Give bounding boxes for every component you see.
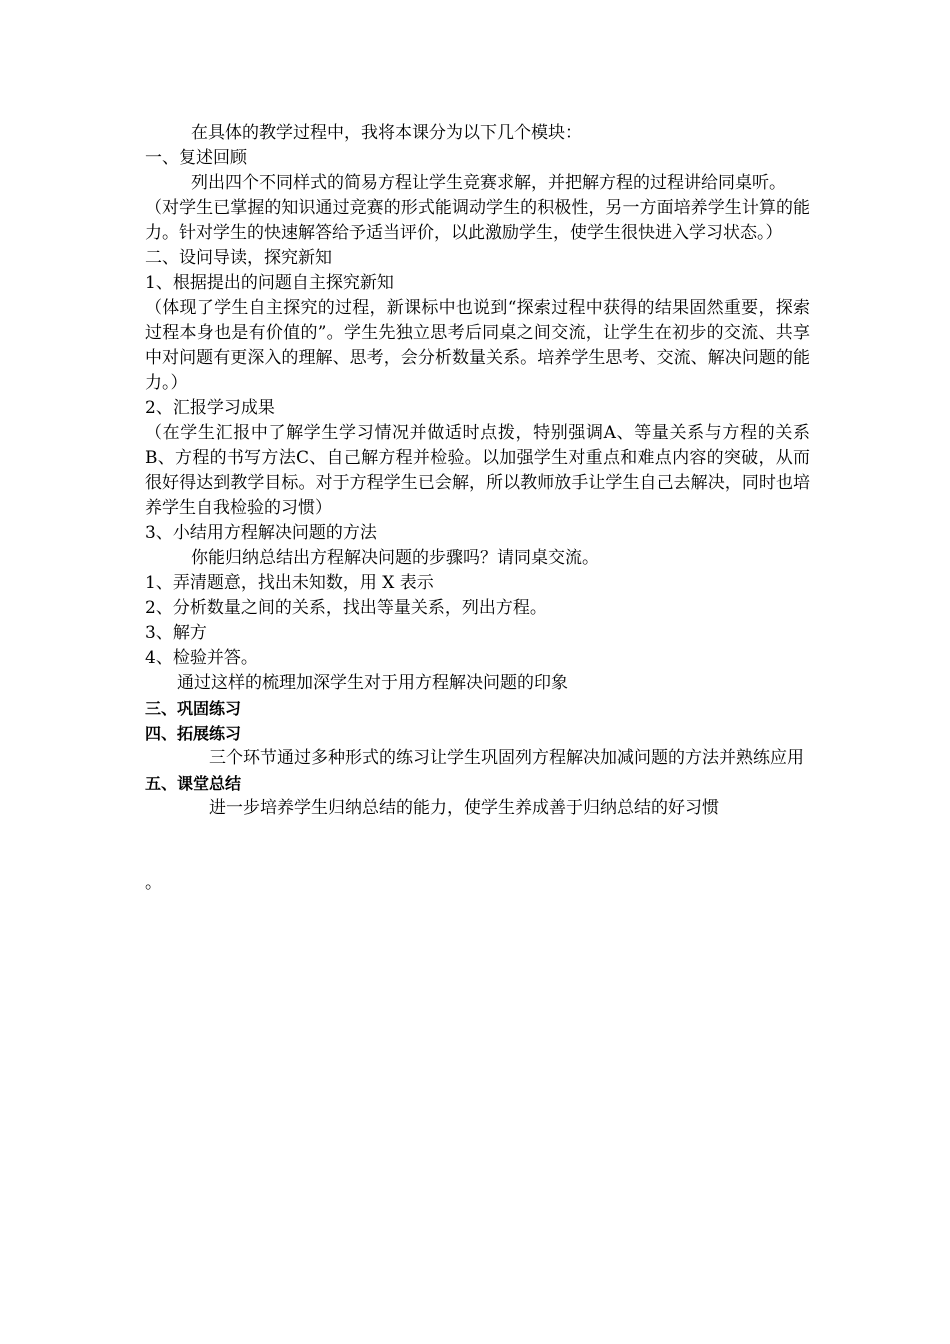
section-4-title: 四、拓展练习 xyxy=(145,724,242,743)
section-1-paragraph-2: （对学生已掌握的知识通过竞赛的形式能调动学生的积极性，另一方面培养学生计算的能力。针对学生的快速解答给予适当评价，以此激励学生，使学生很快进入学习状态。） xyxy=(145,198,810,243)
section-1-title: 一、复述回顾 xyxy=(145,148,247,168)
section-2-title: 二、设问导读，探究新知 xyxy=(145,248,332,268)
section-2-1-paragraph: （体现了学生自主探究的过程，新课标中也说到“探索过程中获得的结果固然重要，探索过程本身也是有价值的”。学生先独立思考后同桌之间交流，让学生在初步的交流、共享中对问题有更深入的理解、思考，会分析数量关系。培养学生思考、交流、解决问题的能力。） xyxy=(145,298,810,393)
step-item: 3、解方 xyxy=(145,623,207,643)
section-2-3-title: 3、小结用方程解决问题的方法 xyxy=(145,523,377,543)
section-2-1-title: 1、根据提出的问题自主探究新知 xyxy=(145,273,394,293)
document-page xyxy=(145,121,810,896)
intro-text: 在具体的教学过程中，我将本课分为以下几个模块： xyxy=(191,123,582,143)
section-2-2-paragraph: （在学生汇报中了解学生学习情况并做适时点拨，特别强调A、等量关系与方程的关系B、方程的书写方法C、自己解方程并检验。以加强学生对重点和难点内容的突破，从而很好得达到教学目标。对于方程学生已会解，所以教师放手让学生自己去解决，同时也培养学生自我检验的习惯） xyxy=(145,423,810,518)
section-2-2-title: 2、汇报学习成果 xyxy=(145,398,275,418)
section-5-title: 五、课堂总结 xyxy=(145,774,242,793)
section-1-paragraph-1: 列出四个不同样式的简易方程让学生竞赛求解，并把解方程的过程讲给同桌听。 xyxy=(191,173,786,193)
blank-space xyxy=(145,821,810,871)
ending-mark: 。 xyxy=(145,873,162,893)
step-item: 2、分析数量之间的关系，找出等量关系，列出方程。 xyxy=(145,598,547,618)
section-3-title: 三、巩固练习 xyxy=(145,699,242,718)
section-2-3-note: 通过这样的梳理加深学生对于用方程解决问题的印象 xyxy=(177,673,568,693)
step-item: 1、弄清题意，找出未知数，用 X 表示 xyxy=(145,573,434,593)
section-2-3-question: 你能归纳总结出方程解决问题的步骤吗？请同桌交流。 xyxy=(191,548,599,568)
step-item: 4、检验并答。 xyxy=(145,648,258,668)
section-5-paragraph: 进一步培养学生归纳总结的能力，使学生养成善于归纳总结的好习惯 xyxy=(209,798,719,818)
section-4-paragraph: 三个环节通过多种形式的练习让学生巩固列方程解决加减问题的方法并熟练应用 xyxy=(209,748,804,768)
